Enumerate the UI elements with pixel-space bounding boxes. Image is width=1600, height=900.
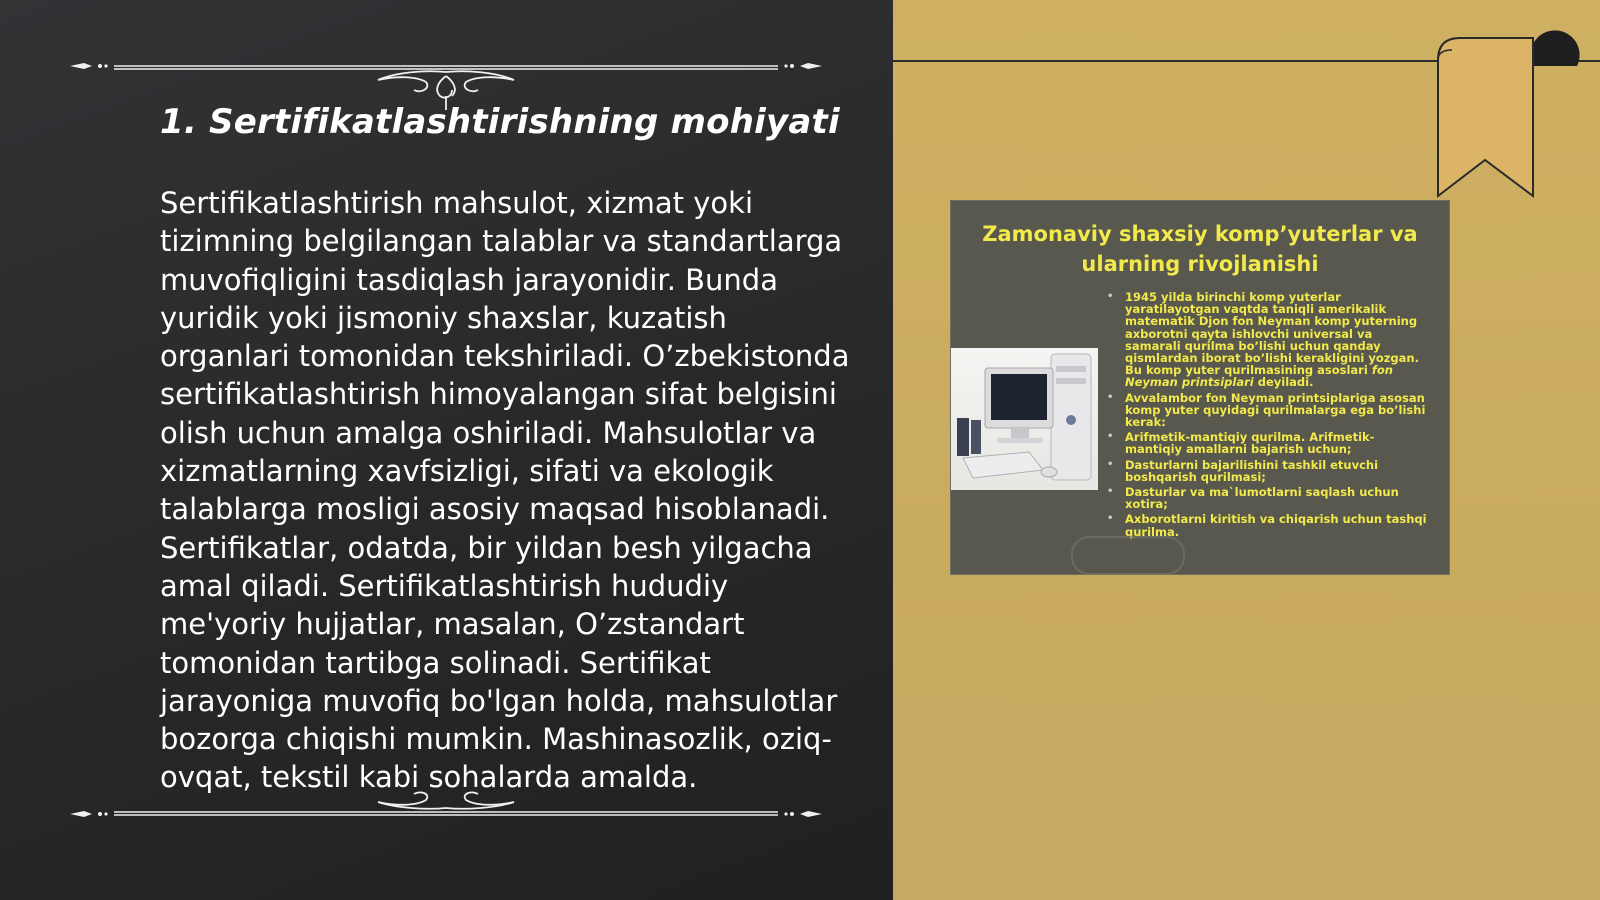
embedded-slide-title: Zamonaviy shaxsiy komp’yuterlar va ularning rivojlanishi <box>982 222 1418 276</box>
list-item: • Arifmetik-mantiqiy qurilma. Arifmetik-mantiqiy amallarni bajarish uchun; <box>1107 430 1375 457</box>
watermark-shape <box>1071 536 1185 575</box>
desktop-computer-icon <box>951 348 1098 490</box>
list-item: • 1945 yilda birinchi komp yuterlar yaratilayotgan vaqtda taniqli amerikalik matematik Djon fon Neyman komp yuterning axborotni qayta ishlovchi universal va samarali qurilma bo’lishi uchun qanday qismlardan iborat bo’lishi kerakligini yozgan. Bu komp yuter qurilmasining asoslari fon Neyman printsiplari deyiladi. <box>1107 290 1419 390</box>
embedded-slide-bullet-list <box>1107 291 1427 541</box>
embedded-slide-thumbnail <box>950 200 1450 575</box>
bookmark-ribbon-icon <box>1430 30 1600 200</box>
slide-title: 1. Sertifikatlashtirishning mohiyati <box>160 102 840 142</box>
list-item: • Dasturlarni bajarilishini tashkil etuvchi boshqarish qurilmasi; <box>1107 457 1379 484</box>
list-item: • Dasturlar va ma`lumotlarni saqlash uchun xotira; <box>1107 485 1399 512</box>
list-item: • Avvalambor fon Neyman printsiplariga asosan komp yuter quyidagi qurilmalarga ega bo’lishi kerak: <box>1107 390 1426 430</box>
list-item: • Axborotlarni kiritish va chiqarish uchun tashqi qurilma. <box>1107 512 1427 539</box>
bottom-flourish-ornament-icon <box>66 790 826 830</box>
slide-body-text: Sertifikatlashtirish mahsulot, xizmat yoki tizimning belgilangan talablar va standartlarga muvofiqligini tasdiqlash jarayonidir. Bunda yuridik yoki jismoniy shaxslar, kuzatish organlari tomonidan tekshiriladi. O’zbekistonda sertifikatlashtirish himoyalangan sifat belgisini olish uchun amalga oshiriladi. Mahsulotlar va xizmatlarning xavfsizligi, sifati va ekologik talablarga mosligi asosiy maqsad hisoblanadi. Sertifikatlar, odatda, bir yildan besh yilgacha amal qiladi. Sertifikatlashtirish hududiy me'yoriy hujjatlar, masalan, O’zstandart tomonidan tartibga solinadi. Sertifikat jarayoniga muvofiq bo'lgan holda, mahsulotlar bozorga chiqishi mumkin. Mashinasozlik, oziq-ovqat, tekstil kabi sohalarda amalda. <box>160 186 850 795</box>
